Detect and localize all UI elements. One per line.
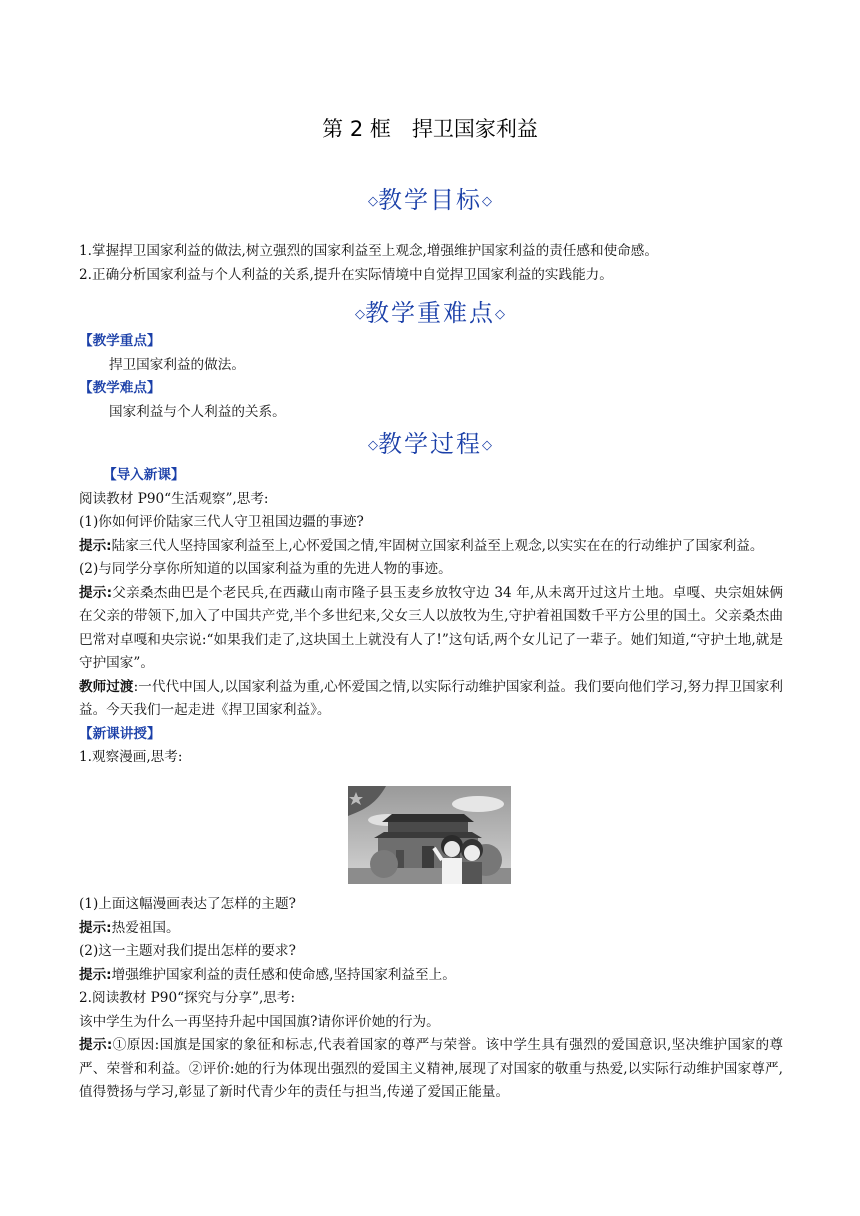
focus-tag: 【教学重点】 bbox=[79, 333, 161, 349]
page-title: 第 2 框 捍卫国家利益 bbox=[322, 117, 538, 141]
lecture-question-2: (2)这一主题对我们提出怎样的要求? bbox=[79, 943, 296, 959]
lecture-answer-1: 提示:热爱祖国。 bbox=[79, 919, 180, 936]
diamond-icon: ◇ bbox=[482, 438, 492, 453]
intro-question-1: (1)你如何评价陆家三代人守卫祖国边疆的事迹? bbox=[79, 514, 364, 530]
difficulty-text: 国家利益与个人利益的关系。 bbox=[109, 403, 286, 420]
hint-label: 提示: bbox=[79, 966, 112, 983]
intro-read: 阅读教材 P90“生活观察”,思考: bbox=[79, 490, 269, 507]
diamond-icon: ◇ bbox=[355, 307, 365, 322]
section-heading-key-points: ◇教学重难点◇ bbox=[355, 299, 505, 327]
lecture-answer-2: 提示:增强维护国家利益的责任感和使命感,坚持国家利益至上。 bbox=[79, 966, 456, 983]
focus-text: 捍卫国家利益的做法。 bbox=[109, 356, 245, 373]
lecture-question-3: 该中学生为什么一再坚持升起中国国旗?请你评价她的行为。 bbox=[79, 1013, 440, 1030]
teacher-transition: 教师过渡:一代代中国人,以国家利益为重,心怀爱国之情,以实际行动维护国家利益。我们要向他们学习,努力捍卫国家利益。今天我们一起走进《捍卫国家利益》。 bbox=[79, 678, 783, 718]
objective-item: 2.正确分析国家利益与个人利益的关系,提升在实际情境中自觉捍卫国家利益的实践能力。 bbox=[79, 266, 613, 283]
section-heading-objectives: ◇教学目标◇ bbox=[368, 186, 492, 214]
lecture-tag: 【新课讲授】 bbox=[79, 725, 161, 742]
comic-illustration bbox=[348, 786, 511, 884]
hint-label: 提示: bbox=[79, 537, 112, 554]
objectives-list bbox=[79, 240, 783, 287]
lecture-item-1: 1.观察漫画,思考: bbox=[79, 749, 183, 765]
intro-question-2: (2)与同学分享你所知道的以国家利益为重的先进人物的事迹。 bbox=[79, 561, 452, 577]
intro-tag: 【导入新课】 bbox=[103, 467, 185, 483]
lecture-item-2: 2.阅读教材 P90“探究与分享”,思考: bbox=[79, 990, 296, 1006]
hint-label: 提示: bbox=[79, 584, 113, 601]
process-block-intro bbox=[79, 464, 783, 770]
lecture-answer-3: 提示:①原因:国旗是国家的象征和标志,代表着国家的尊严与荣誉。该中学生具有强烈的爱国意识,坚决维护国家的尊严、荣誉和利益。②评价:她的行为体现出强烈的爱国主义精神,展现了对国家的敬重与热爱,以实际行动维护国家尊严,值得赞扬与学习,彰显了新时代青少年的责任与担当,传递了爱国正能量。 bbox=[79, 1037, 784, 1100]
intro-answer-1: 提示:陆家三代人坚持国家利益至上,心怀爱国之情,牢固树立国家利益至上观念,以实实在在的行动维护了国家利益。 bbox=[79, 537, 764, 554]
difficulty-tag: 【教学难点】 bbox=[79, 380, 161, 396]
objective-item: 1.掌握捍卫国家利益的做法,树立强烈的国家利益至上观念,增强维护国家利益的责任感和使命感。 bbox=[79, 243, 658, 259]
diamond-icon: ◇ bbox=[368, 438, 378, 453]
key-points-block bbox=[79, 330, 783, 424]
transition-label: 教师过渡 bbox=[79, 678, 134, 695]
hint-label: 提示: bbox=[79, 919, 112, 936]
process-block-lecture bbox=[79, 893, 783, 1105]
diamond-icon: ◇ bbox=[495, 307, 505, 322]
intro-answer-2: 提示:父亲桑杰曲巴是个老民兵,在西藏山南市隆子县玉麦乡放牧守边 34 年,从未离开过这片土地。卓嘎、央宗姐妹俩在父亲的带领下,加入了中国共产党,半个多世纪来,父女三人以放牧为生,守护着祖国数千平方公里的国土。父亲桑杰曲巴常对卓嘎和央宗说:“如果我们走了,这块国土上就没有人了!”这句话,两个女儿记了一辈子。她们知道,“守护土地,就是守护国家”。 bbox=[79, 584, 783, 671]
diamond-icon: ◇ bbox=[368, 194, 378, 209]
diamond-icon: ◇ bbox=[482, 194, 492, 209]
section-heading-process: ◇教学过程◇ bbox=[368, 430, 492, 458]
lecture-question-1: (1)上面这幅漫画表达了怎样的主题? bbox=[79, 896, 296, 912]
hint-label: 提示: bbox=[79, 1037, 113, 1053]
